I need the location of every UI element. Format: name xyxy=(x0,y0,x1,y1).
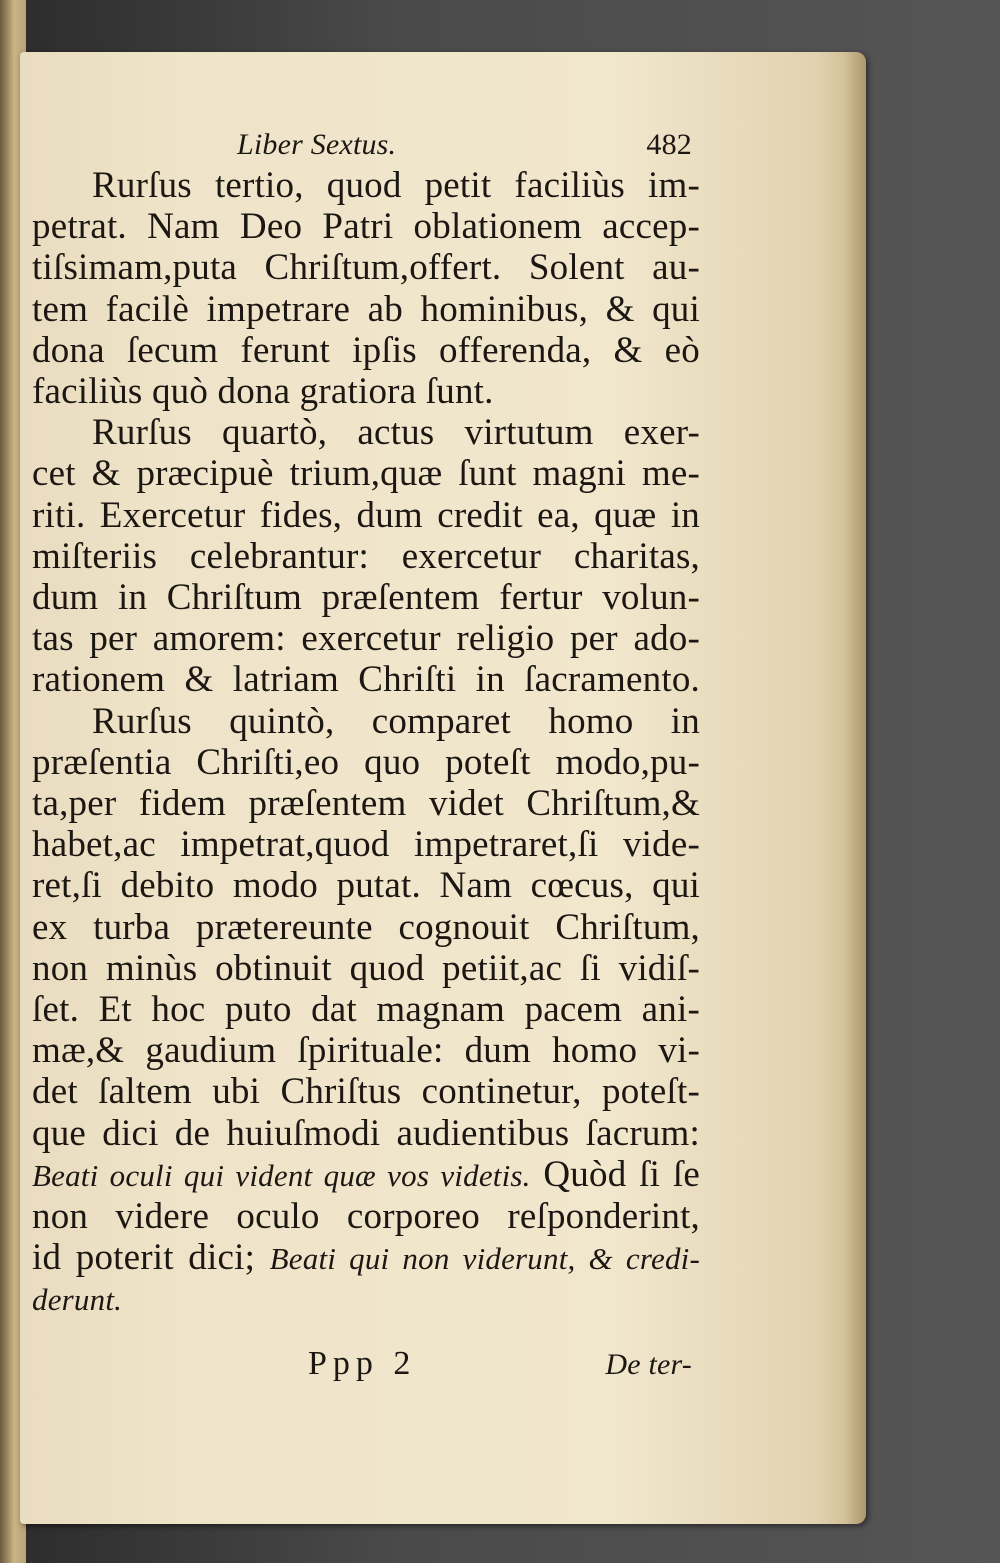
text-fragment: Quòd ſi ſe xyxy=(530,1153,700,1195)
page-fore-edge xyxy=(844,52,866,1524)
text-line: ex turba prætereunte cognouit Chriſtum, xyxy=(32,906,700,948)
text-line: præſentia Chriſti,eo quo poteſt modo,pu- xyxy=(32,741,700,783)
text-line: petrat. Nam Deo Patri oblationem accep- xyxy=(32,206,700,248)
text-line: ret,ſi debito modo putat. Nam cœcus, qui xyxy=(32,865,700,907)
text-line-mixed xyxy=(32,1237,700,1279)
text-line-mixed xyxy=(32,1154,700,1196)
text-line: tem facilè impetrare ab hominibus, & qui xyxy=(32,288,700,330)
text-line: riti. Exercetur fides, dum credit ea, quæ in xyxy=(32,494,700,536)
running-head xyxy=(32,124,700,165)
text-line: tas per amorem: exercetur religio per ado- xyxy=(32,618,700,660)
text-line: habet,ac impetrat,quod impetraret,ſi vide- xyxy=(32,824,700,866)
text-line: faciliùs quò dona gratiora ſunt. xyxy=(32,371,494,413)
text-block xyxy=(32,124,700,1385)
text-line: Rurſus quartò, actus virtutum exer- xyxy=(92,412,700,454)
scripture-quote: Beati oculi qui vident quæ vos videtis. xyxy=(32,1157,531,1193)
text-line: ta,per fidem præſentem videt Chriſtum,& xyxy=(32,783,700,825)
text-line: tiſsimam,puta Chriſtum,offert. Solent au- xyxy=(32,247,700,289)
page-number: 482 xyxy=(646,128,692,161)
catchword: De ter- xyxy=(605,1347,692,1381)
text-line: Rurſus quintò, comparet homo in xyxy=(92,700,700,742)
text-line: det ſaltem ubi Chriſtus continetur, poteſt- xyxy=(32,1071,700,1113)
scripture-quote-end: derunt. xyxy=(32,1282,123,1318)
text-fragment: id poterit dici; xyxy=(32,1237,270,1279)
text-line: dona ſecum ferunt ipſis offerenda, & eò xyxy=(32,329,700,371)
book-page xyxy=(20,52,866,1524)
text-line: Rurſus tertio, quod petit faciliùs im- xyxy=(92,165,700,206)
page-footer xyxy=(32,1343,700,1385)
signature-mark: Ppp 2 xyxy=(308,1344,417,1382)
text-line: non videre oculo corporeo reſponderint, xyxy=(32,1196,700,1238)
text-line: rationem & latriam Chriſti in ſacramento. xyxy=(32,659,700,701)
text-line: dum in Chriſtum præſentem fertur volun- xyxy=(32,577,700,619)
text-line: cet & præcipuè trium,quæ ſunt magni me- xyxy=(32,453,700,495)
text-line: ſet. Et hoc puto dat magnam pacem ani- xyxy=(32,989,700,1031)
text-line: mæ,& gaudium ſpirituale: dum homo vi- xyxy=(32,1030,700,1072)
running-title: Liber Sextus. xyxy=(237,128,397,161)
scripture-quote: Beati qui non viderunt, & credi- xyxy=(269,1241,700,1277)
text-line: que dici de huiuſmodi audientibus ſacrum: xyxy=(32,1112,700,1154)
text-line: miſteriis celebrantur: exercetur charitas, xyxy=(32,535,700,577)
text-line: non minùs obtinuit quod petiit,ac ſi vidiſ- xyxy=(32,947,700,989)
